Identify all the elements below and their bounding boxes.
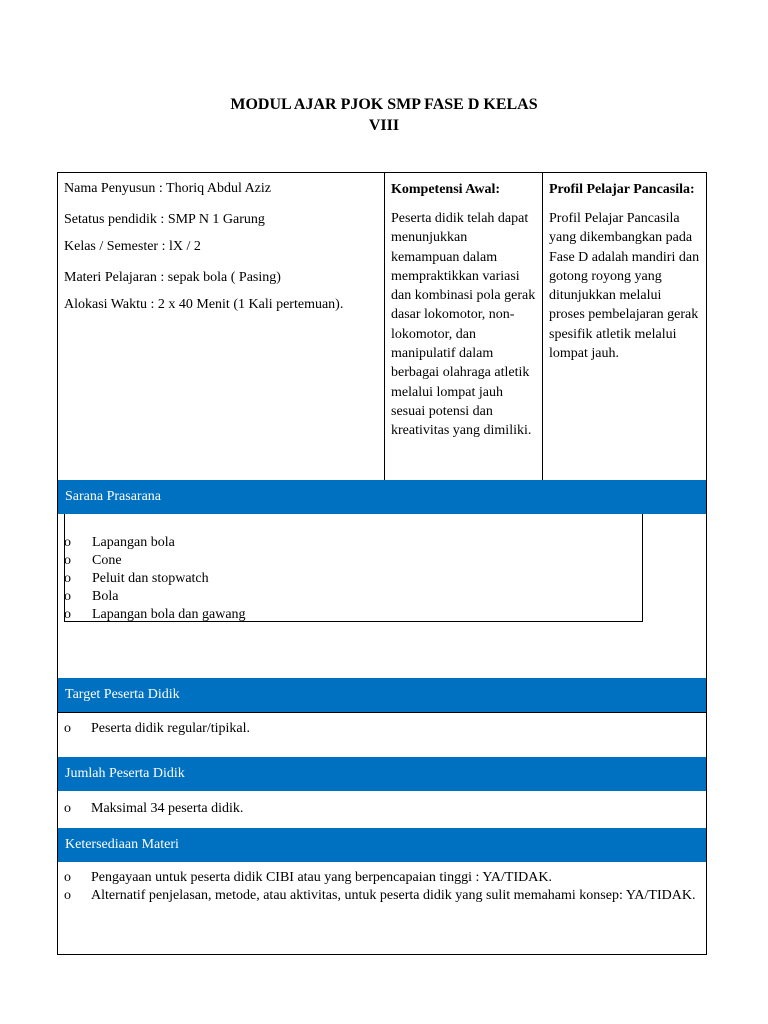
profile-text: Profil Pelajar Pancasila yang dikembangkan pada Fase D adalah mandiri dan gotong royong yang ditunjukkan melalui proses pembelajaran gerak spesifik atletik melalui lompat jauh.	[549, 211, 700, 362]
list-item-text: Maksimal 34 peserta didik.	[91, 801, 244, 816]
list-item-text: Alternatif penjelasan, metode, atau aktivitas, untuk peserta didik yang sulit memahami konsep: YA/TIDAK.	[91, 888, 696, 903]
sarana-list	[58, 534, 246, 624]
list-item	[58, 606, 246, 624]
competency-cell	[385, 173, 543, 480]
jumlah-list	[64, 800, 243, 818]
document-title	[0, 94, 768, 136]
list-item-text: Peserta didik regular/tipikal.	[91, 721, 251, 736]
bullet-icon: o	[64, 870, 71, 885]
status-line: Setatus pendidik : SMP N 1 Garung	[64, 212, 265, 227]
bullet-icon: o	[64, 589, 71, 604]
bullet-icon: o	[64, 571, 71, 586]
list-item-text: Bola	[92, 589, 119, 604]
target-header: Target Peserta Didik	[58, 678, 706, 712]
list-item	[64, 800, 243, 818]
bullet-icon: o	[64, 607, 71, 622]
list-item	[58, 588, 246, 606]
list-item	[64, 720, 250, 738]
material-line: Materi Pelajaran : sepak bola ( Pasing)	[64, 270, 281, 285]
module-table	[57, 172, 707, 955]
profile-heading: Profil Pelajar Pancasila:	[549, 182, 695, 197]
sarana-section	[58, 514, 706, 678]
list-item-text: Pengayaan untuk peserta didik CIBI atau yang berpencapaian tinggi : YA/TIDAK.	[91, 870, 552, 885]
list-item-text: Peluit dan stopwatch	[92, 571, 209, 586]
ketersediaan-section	[58, 862, 706, 954]
author-line: Nama Penyusun : Thoriq Abdul Aziz	[64, 181, 271, 196]
identity-cell	[58, 173, 385, 480]
jumlah-header: Jumlah Peserta Didik	[58, 757, 706, 791]
list-item-text: Lapangan bola	[92, 535, 175, 550]
competency-heading: Kompetensi Awal:	[391, 182, 501, 197]
bullet-icon: o	[64, 801, 71, 816]
list-item	[58, 552, 246, 570]
title-line-1: MODUL AJAR PJOK SMP FASE D KELAS	[230, 96, 538, 113]
list-item	[58, 570, 246, 588]
title-line-2: VIII	[368, 117, 400, 134]
list-item-text: Cone	[92, 553, 122, 568]
competency-text: Peserta didik telah dapat menunjukkan kemampuan dalam mempraktikkan variasi dan kombinasi pola gerak dasar lokomotor, non-lokomotor, dan manipulatif dalam berbagai olahraga atletik melalui lompat jauh sesuai potensi dan kreativitas yang dimiliki.	[391, 211, 536, 439]
list-item	[64, 887, 698, 905]
bullet-icon: o	[64, 721, 71, 736]
sarana-header: Sarana Prasarana	[58, 480, 706, 514]
list-item	[64, 869, 698, 887]
bullet-icon: o	[64, 553, 71, 568]
list-item	[58, 534, 246, 552]
ketersediaan-header: Ketersediaan Materi	[58, 828, 706, 862]
jumlah-section	[58, 792, 706, 828]
identity-row	[58, 173, 706, 480]
class-line: Kelas / Semester : lX / 2	[64, 239, 201, 254]
ketersediaan-list	[64, 869, 698, 905]
list-item-text: Lapangan bola dan gawang	[92, 607, 246, 622]
target-list	[64, 720, 250, 738]
target-section	[58, 713, 706, 757]
time-allocation-line: Alokasi Waktu : 2 x 40 Menit (1 Kali pertemuan).	[64, 297, 344, 312]
profile-cell	[543, 173, 706, 480]
bullet-icon: o	[64, 888, 71, 903]
bullet-icon: o	[64, 535, 71, 550]
